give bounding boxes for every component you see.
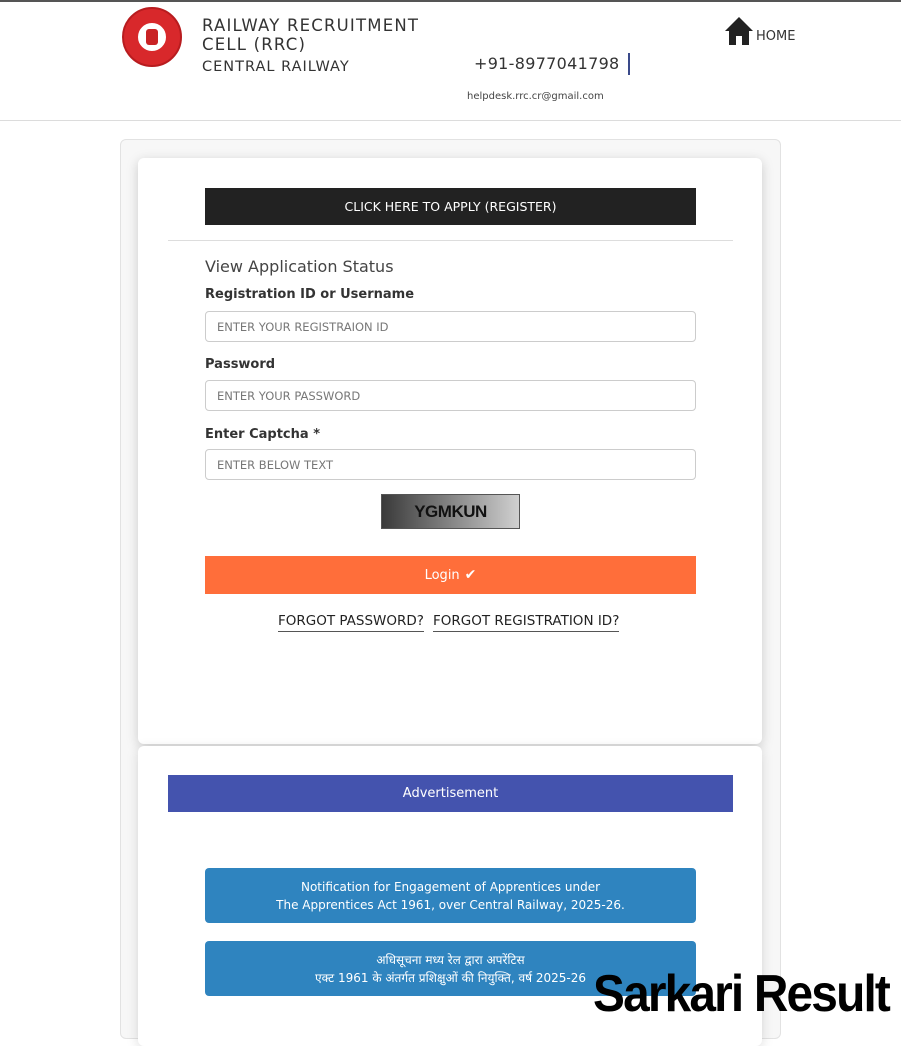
username-label: Registration ID or Username bbox=[205, 287, 415, 302]
indian-railways-logo[interactable] bbox=[122, 7, 182, 67]
divider bbox=[168, 240, 733, 241]
login-button-label: Login bbox=[424, 567, 460, 583]
captcha-input[interactable] bbox=[205, 449, 696, 480]
forgot-registration-link[interactable]: FORGOT REGISTRATION ID? bbox=[433, 613, 619, 632]
notice-line: Notification for Engagement of Apprentices under bbox=[300, 879, 601, 894]
captcha-image: YGMKUN bbox=[381, 494, 520, 529]
password-label: Password bbox=[205, 357, 276, 372]
home-link[interactable] bbox=[724, 16, 795, 46]
site-header bbox=[0, 2, 901, 121]
notice-line: The Apprentices Act 1961, over Central Railway, 2025-26. bbox=[276, 897, 625, 912]
notice-line: एक्ट 1961 के अंतर्गत प्रशिक्षुओं की नियुक्ति, वर्ष 2025-26 bbox=[314, 970, 587, 985]
check-icon: ✔ bbox=[464, 567, 477, 583]
notice-line: अधिसूचना मध्य रेल द्वारा अपरेंटिस bbox=[376, 952, 525, 967]
helpdesk-phone: +91-8977041798 bbox=[474, 53, 630, 75]
forgot-password-link[interactable]: FORGOT PASSWORD? bbox=[278, 613, 424, 632]
apply-register-button[interactable]: CLICK HERE TO APPLY (REGISTER) bbox=[205, 188, 696, 225]
login-button[interactable] bbox=[205, 556, 696, 594]
registration-id-input[interactable] bbox=[205, 311, 696, 342]
notice-button-english[interactable] bbox=[205, 868, 696, 923]
advertisement-header: Advertisement bbox=[168, 775, 733, 812]
home-icon bbox=[724, 16, 754, 46]
password-input[interactable] bbox=[205, 380, 696, 411]
section-title: View Application Status bbox=[205, 257, 394, 276]
captcha-label: Enter Captcha * bbox=[205, 427, 320, 442]
watermark: Sarkari Result bbox=[593, 965, 889, 1023]
helpdesk-email: helpdesk.rrc.cr@gmail.com bbox=[467, 91, 604, 102]
org-title: RAILWAY RECRUITMENT CELL (RRC) bbox=[202, 16, 420, 54]
org-subtitle: CENTRAL RAILWAY bbox=[202, 59, 350, 75]
home-label: HOME bbox=[756, 29, 796, 44]
